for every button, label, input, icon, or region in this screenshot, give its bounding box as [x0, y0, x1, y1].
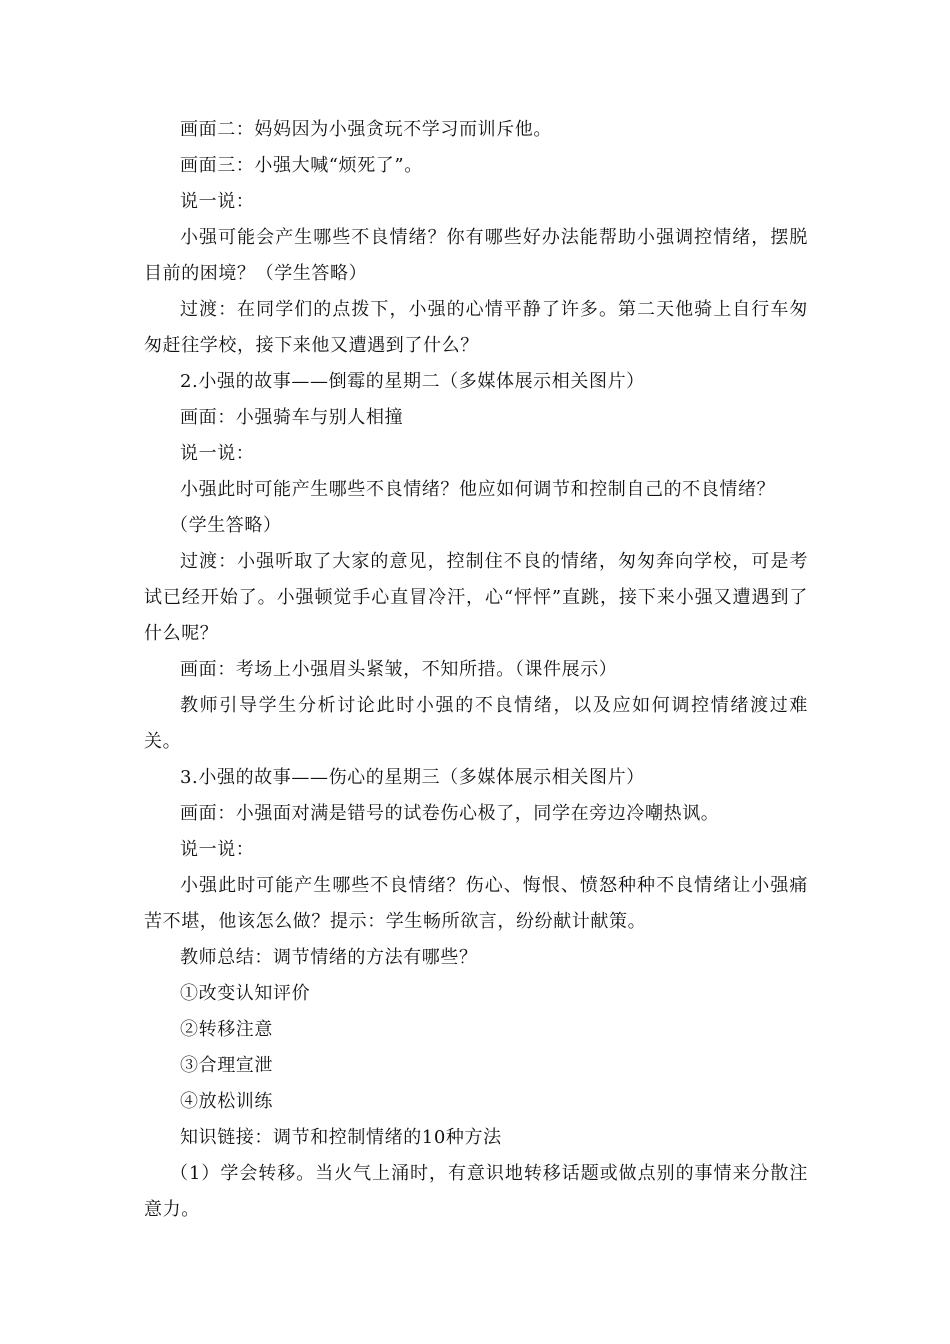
paragraph-transition-2: 过渡：小强听取了大家的意见，控制住不良的情绪，匆匆奔向学校，可是考试已经开始了。小强顿觉手心直冒冷汗，心“怦怦”直跳，接下来小强又遭遇到了什么呢？ — [144, 551, 808, 644]
paragraph-scene-exam: 画面：考场上小强眉头紧皱，不知所措。（课件展示） — [180, 659, 618, 680]
paragraph-scene-test-paper: 画面：小强面对满是错号的试卷伤心极了，同学在旁边冷嘲热讽。 — [180, 803, 720, 824]
paragraph-knowledge-link: 知识链接：调节和控制情绪的10种方法 — [180, 1127, 502, 1148]
list-item-method-2: ②转移注意 — [180, 1019, 273, 1040]
paragraph-discuss-2: 说一说： — [180, 443, 255, 464]
paragraph-question-3: 小强此时可能产生哪些不良情绪？伤心、悔恨、愤怒种种不良情绪让小强痛苦不堪，他该怎么做？提示：学生畅所欲言，纷纷献计献策。 — [144, 875, 808, 932]
paragraph-question-2: 小强此时可能产生哪些不良情绪？他应如何调节和控制自己的不良情绪？ — [180, 479, 776, 500]
paragraph-student-answer: （学生答略） — [170, 515, 282, 536]
paragraph-method-transfer: （1）学会转移。当火气上涌时，有意识地转移话题或做点别的事情来分散注意力。 — [144, 1163, 808, 1220]
list-item-method-3: ③合理宣泄 — [180, 1055, 273, 1076]
list-item-method-4: ④放松训练 — [180, 1091, 273, 1112]
paragraph-teacher-summary: 教师总结：调节情绪的方法有哪些？ — [180, 947, 478, 968]
paragraph-question-1: 小强可能会产生哪些不良情绪？你有哪些好办法能帮助小强调控情绪，摆脱目前的困境？（学生答略） — [144, 227, 808, 284]
document-body — [144, 112, 808, 1228]
paragraph-transition-1: 过渡：在同学们的点拨下，小强的心情平静了许多。第二天他骑上自行车匆匆赶往学校，接下来他又遭遇到了什么？ — [144, 299, 808, 356]
paragraph-teacher-guide: 教师引导学生分析讨论此时小强的不良情绪，以及应如何调控情绪渡过难关。 — [144, 695, 808, 752]
paragraph-scene-collision: 画面：小强骑车与别人相撞 — [180, 407, 404, 428]
paragraph-scene-three: 画面三：小强大喊“烦死了”。 — [180, 155, 423, 176]
list-item-method-1: ①改变认知评价 — [180, 983, 311, 1004]
paragraph-discuss-3: 说一说： — [180, 839, 255, 860]
paragraph-story-wednesday: 3.小强的故事——伤心的星期三（多媒体展示相关图片） — [180, 767, 645, 788]
paragraph-scene-two: 画面二：妈妈因为小强贪玩不学习而训斥他。 — [180, 119, 552, 140]
paragraph-story-tuesday: 2.小强的故事——倒霉的星期二（多媒体展示相关图片） — [180, 371, 645, 392]
paragraph-discuss-1: 说一说： — [180, 191, 255, 212]
